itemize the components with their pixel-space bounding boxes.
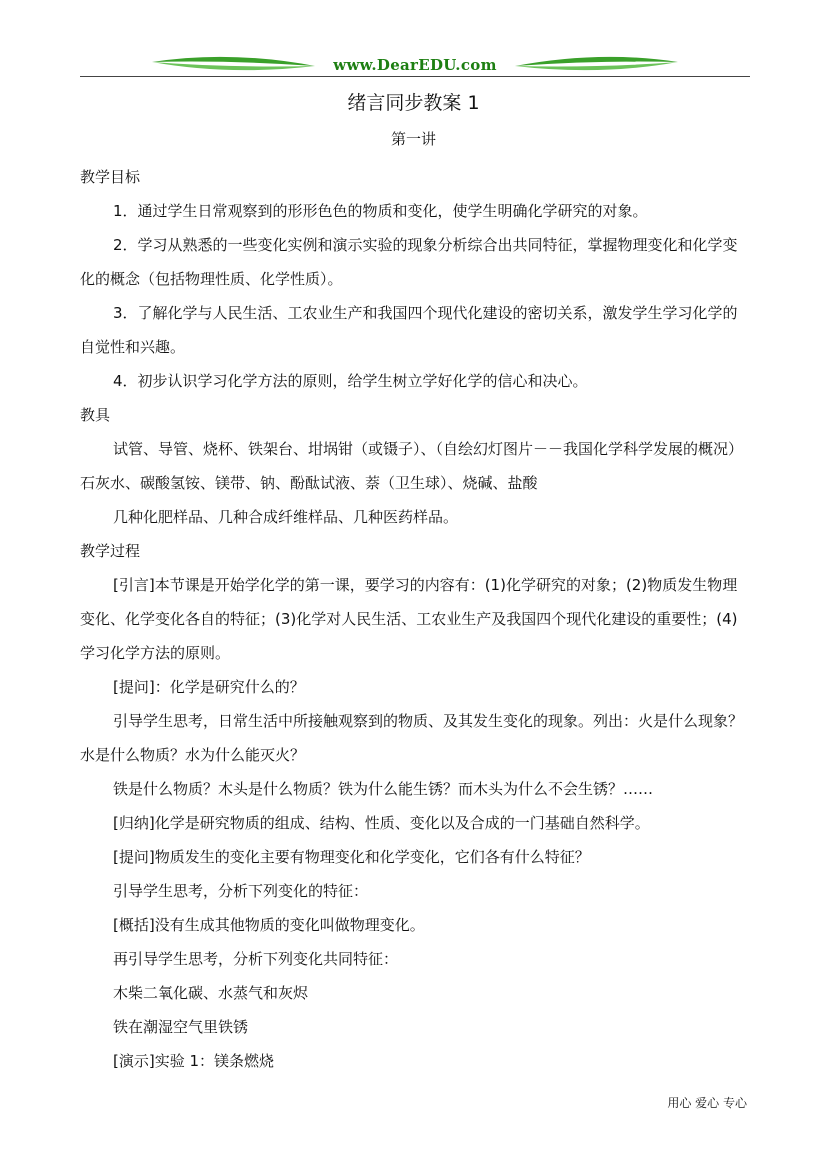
sample-list: 几种化肥样品、几种合成纤维样品、几种医药样品。 <box>113 508 459 526</box>
header-divider <box>80 76 750 77</box>
objective-4: 4．初步认识学习化学方法的原则，给学生树立学好化学的信心和决心。 <box>113 372 588 390</box>
lecture-subtitle: 第一讲 <box>390 130 436 148</box>
objective-2: 2．学习从熟悉的一些变化实例和演示实验的现象分析综合出共同特征，掌握物理变化和化学变化的概念（包括物理性质、化学性质）。 <box>80 236 738 288</box>
page-title: 绪言同步教案 1 <box>347 92 480 114</box>
process-paragraph: [演示]实验 1：镁条燃烧 <box>113 1052 275 1070</box>
equipment-list: 试管、导管、烧杯、铁架台、坩埚钳（或镊子）、（自绘幻灯图片－－我国化学科学发展的概况）石灰水、碳酸氢铵、镁带、钠、酚酞试液、萘（卫生球）、烧碱、盐酸 <box>80 440 744 492</box>
page-footer: 用心 爱心 专心 <box>667 1096 747 1110</box>
process-paragraph: [概括]没有生成其他物质的变化叫做物理变化。 <box>113 916 425 934</box>
document-body <box>80 160 750 1078</box>
process-paragraph: [归纳]化学是研究物质的组成、结构、性质、变化以及合成的一门基础自然科学。 <box>113 814 650 832</box>
section-heading-objectives: 教学目标 <box>80 168 141 186</box>
process-paragraph: 引导学生思考，分析下列变化的特征： <box>113 882 369 900</box>
process-paragraph: [提问]：化学是研究什么的？ <box>113 678 305 696</box>
process-paragraph: 木柴二氧化碳、水蒸气和灰烬 <box>113 984 309 1002</box>
process-paragraph: 再引导学生思考，分析下列变化共同特征： <box>113 950 399 968</box>
objective-1: 1．通过学生日常观察到的形形色色的物质和变化，使学生明确化学研究的对象。 <box>113 202 648 220</box>
process-paragraph: [引言]本节课是开始学化学的第一课，要学习的内容有：(1)化学研究的对象；(2)物质发生物理变化、化学变化各自的特征；(3)化学对人民生活、工农业生产及我国四个现代化建设的重要性；(4)学习化学方法的原则。 <box>80 576 738 662</box>
process-paragraph: 铁在潮湿空气里铁锈 <box>113 1018 249 1036</box>
objective-3: 3．了解化学与人民生活、工农业生产和我国四个现代化建设的密切关系，激发学生学习化学的自觉性和兴趣。 <box>80 304 738 356</box>
section-heading-process: 教学过程 <box>80 542 141 560</box>
process-paragraph: 铁是什么物质？木头是什么物质？铁为什么能生锈？而木头为什么不会生锈？…… <box>113 780 654 798</box>
page-header <box>80 52 750 80</box>
section-heading-equipment: 教具 <box>80 406 111 424</box>
process-paragraph: 引导学生思考，日常生活中所接触观察到的物质、及其发生变化的现象。列出：火是什么现象？水是什么物质？水为什么能灭火？ <box>80 712 744 764</box>
process-paragraph: [提问]物质发生的变化主要有物理变化和化学变化，它们各有什么特征？ <box>113 848 590 866</box>
site-logo-text: www.DearEDU.com <box>333 56 497 74</box>
